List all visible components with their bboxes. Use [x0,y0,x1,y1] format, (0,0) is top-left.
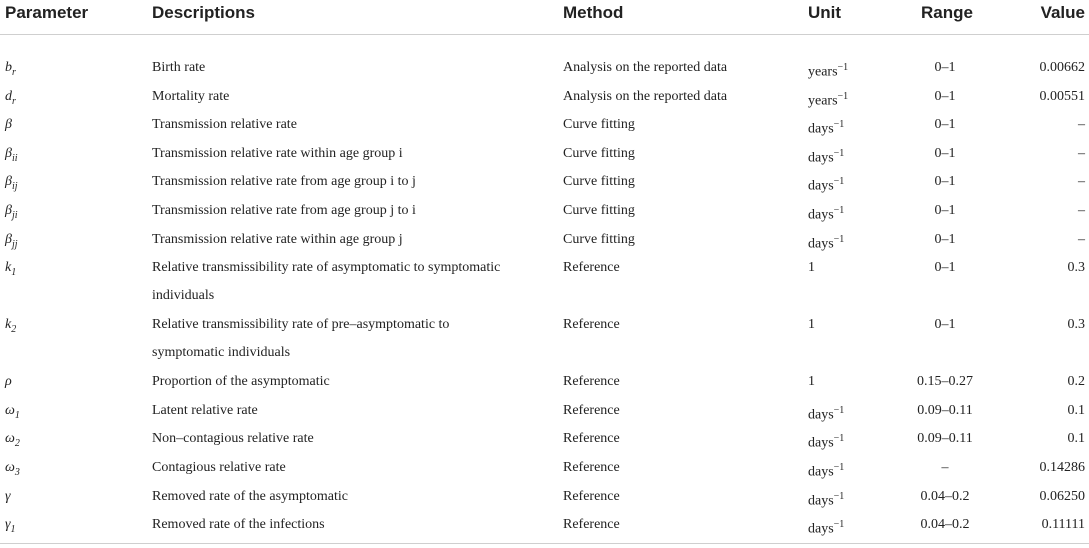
parameter-range: – [941,459,949,475]
parameter-symbol: $\beta_{ij}$ [5,174,18,193]
parameter-symbol: $b_r$ [5,60,16,78]
parameter-value: – [1078,174,1085,190]
parameter-value: – [1078,117,1085,133]
parameter-value: – [1078,231,1085,247]
parameter-symbol: $\omega_2$ [5,431,20,450]
parameter-symbol: β [5,117,12,133]
parameter-range: 0.15–0.27 [917,374,973,390]
parameter-method: Reference [563,431,620,447]
parameter-symbol: $\omega_3$ [5,459,20,478]
parameter-method: Reference [563,459,620,475]
parameter-method: Curve fitting [563,145,635,161]
table-row [0,507,1089,536]
parameter-value: 0.1 [1067,431,1085,447]
parameter-value: 0.3 [1067,317,1085,333]
parameter-method: Analysis on the reported data [563,60,728,75]
parameter-range: 0–1 [934,60,956,75]
parameter-value: 0.00551 [1039,88,1085,104]
parameter-description: Transmission relative rate from age group j to i [152,202,416,218]
parameter-description: Relative transmissibility rate of asymptomatic to symptomatic individuals [152,260,501,304]
parameter-unit: 1 [808,374,815,390]
parameter-range: 0–1 [934,145,956,161]
parameter-value: 0.2 [1067,374,1085,390]
parameter-method: Reference [563,517,620,533]
parameter-unit: days$^{-1}$ [808,461,845,480]
parameter-value: – [1078,202,1085,218]
parameter-range: 0–1 [934,231,956,247]
parameter-symbol: $\beta_{ji}$ [5,202,18,221]
parameter-method: Curve fitting [563,117,635,133]
header-unit: Unit [808,3,842,22]
parameter-symbol: $\beta_{jj}$ [5,231,18,250]
parameter-description: Transmission relative rate within age group i [152,145,403,161]
table-row [0,450,1089,479]
parameter-range: 0.04–0.2 [920,517,970,533]
parameter-unit: days$^{-1}$ [808,404,845,423]
parameter-unit: days$^{-1}$ [808,204,845,223]
parameter-method: Reference [563,402,620,418]
parameter-value: 0.3 [1067,260,1085,276]
parameter-description: Transmission relative rate within age group j [152,231,403,247]
parameter-unit: days$^{-1}$ [808,176,845,195]
parameter-unit: 1 [808,317,815,333]
parameter-unit: days$^{-1}$ [808,233,845,252]
parameter-method: Curve fitting [563,202,635,218]
parameter-range: 0–1 [934,174,956,190]
table-body [0,50,1089,536]
parameter-unit: days$^{-1}$ [808,490,845,509]
parameter-symbol: $k_1$ [5,260,17,278]
parameter-method: Analysis on the reported data [563,88,728,104]
parameter-symbol: $\beta_{ii}$ [5,145,18,164]
table-row [0,136,1089,165]
parameter-method: Reference [563,260,620,276]
parameter-description: Transmission relative rate from age group i to j [152,174,416,190]
parameter-method: Reference [563,488,620,504]
table-row [0,307,1089,364]
table-row [0,421,1089,450]
parameter-value: 0.14286 [1039,459,1085,475]
header-descriptions: Descriptions [152,3,255,22]
header-range: Range [921,3,973,22]
table-row [0,364,1089,393]
table-row [0,107,1089,136]
parameter-range: 0.09–0.11 [917,431,973,447]
parameter-description: Removed rate of the infections [152,517,325,533]
parameter-unit: days$^{-1}$ [808,519,845,537]
parameter-symbol: $\omega_1$ [5,402,20,421]
parameter-description: Proportion of the asymptomatic [152,374,330,390]
header-parameter: Parameter [5,3,89,22]
table-row [0,222,1089,251]
parameter-range: 0–1 [934,88,956,104]
table-row [0,250,1089,307]
parameter-description: Non–contagious relative rate [152,431,314,447]
parameter-range: 0–1 [934,260,956,276]
parameter-unit: years$^{-1}$ [808,62,849,80]
parameter-method: Curve fitting [563,174,635,190]
parameter-unit: years$^{-1}$ [808,90,849,109]
parameter-symbol: ρ [5,374,12,390]
parameter-symbol: γ [5,488,11,504]
table-row [0,393,1089,422]
parameter-description: Birth rate [152,60,206,75]
header-value: Value [1040,3,1085,22]
table-row [0,50,1089,79]
parameter-method: Reference [563,374,620,390]
parameter-range: 0.09–0.11 [917,402,973,418]
parameter-symbol: $k_2$ [5,317,17,335]
parameter-symbol: $d_r$ [5,88,16,107]
parameter-unit: days$^{-1}$ [808,119,845,137]
table-row [0,79,1089,108]
parameter-method: Curve fitting [563,231,635,247]
parameter-value: 0.1 [1067,402,1085,418]
parameter-unit: days$^{-1}$ [808,433,845,451]
table-bottom-rule [0,543,1089,544]
parameter-range: 0–1 [934,202,956,218]
table-row [0,193,1089,222]
parameter-unit: days$^{-1}$ [808,147,845,166]
parameter-range: 0–1 [934,317,956,333]
parameter-value: – [1078,145,1085,161]
parameter-description: Latent relative rate [152,402,258,418]
parameter-value: 0.11111 [1041,517,1085,533]
table-row [0,164,1089,193]
parameter-description: Transmission relative rate [152,117,297,133]
parameter-symbol: $\gamma_1$ [5,517,16,535]
parameter-unit: 1 [808,260,815,276]
parameter-description: Mortality rate [152,88,230,104]
parameter-value: 0.06250 [1039,488,1085,504]
parameter-description: Contagious relative rate [152,459,286,475]
parameter-value: 0.00662 [1039,60,1085,75]
parameter-description: Removed rate of the asymptomatic [152,488,348,504]
parameter-method: Reference [563,317,620,333]
table-row [0,479,1089,508]
header-method: Method [563,3,624,22]
parameter-range: 0.04–0.2 [920,488,970,504]
table-header [0,0,1089,35]
parameter-range: 0–1 [934,117,956,133]
parameter-description: Relative transmissibility rate of pre–asymptomatic to symptomatic individuals [152,317,450,361]
